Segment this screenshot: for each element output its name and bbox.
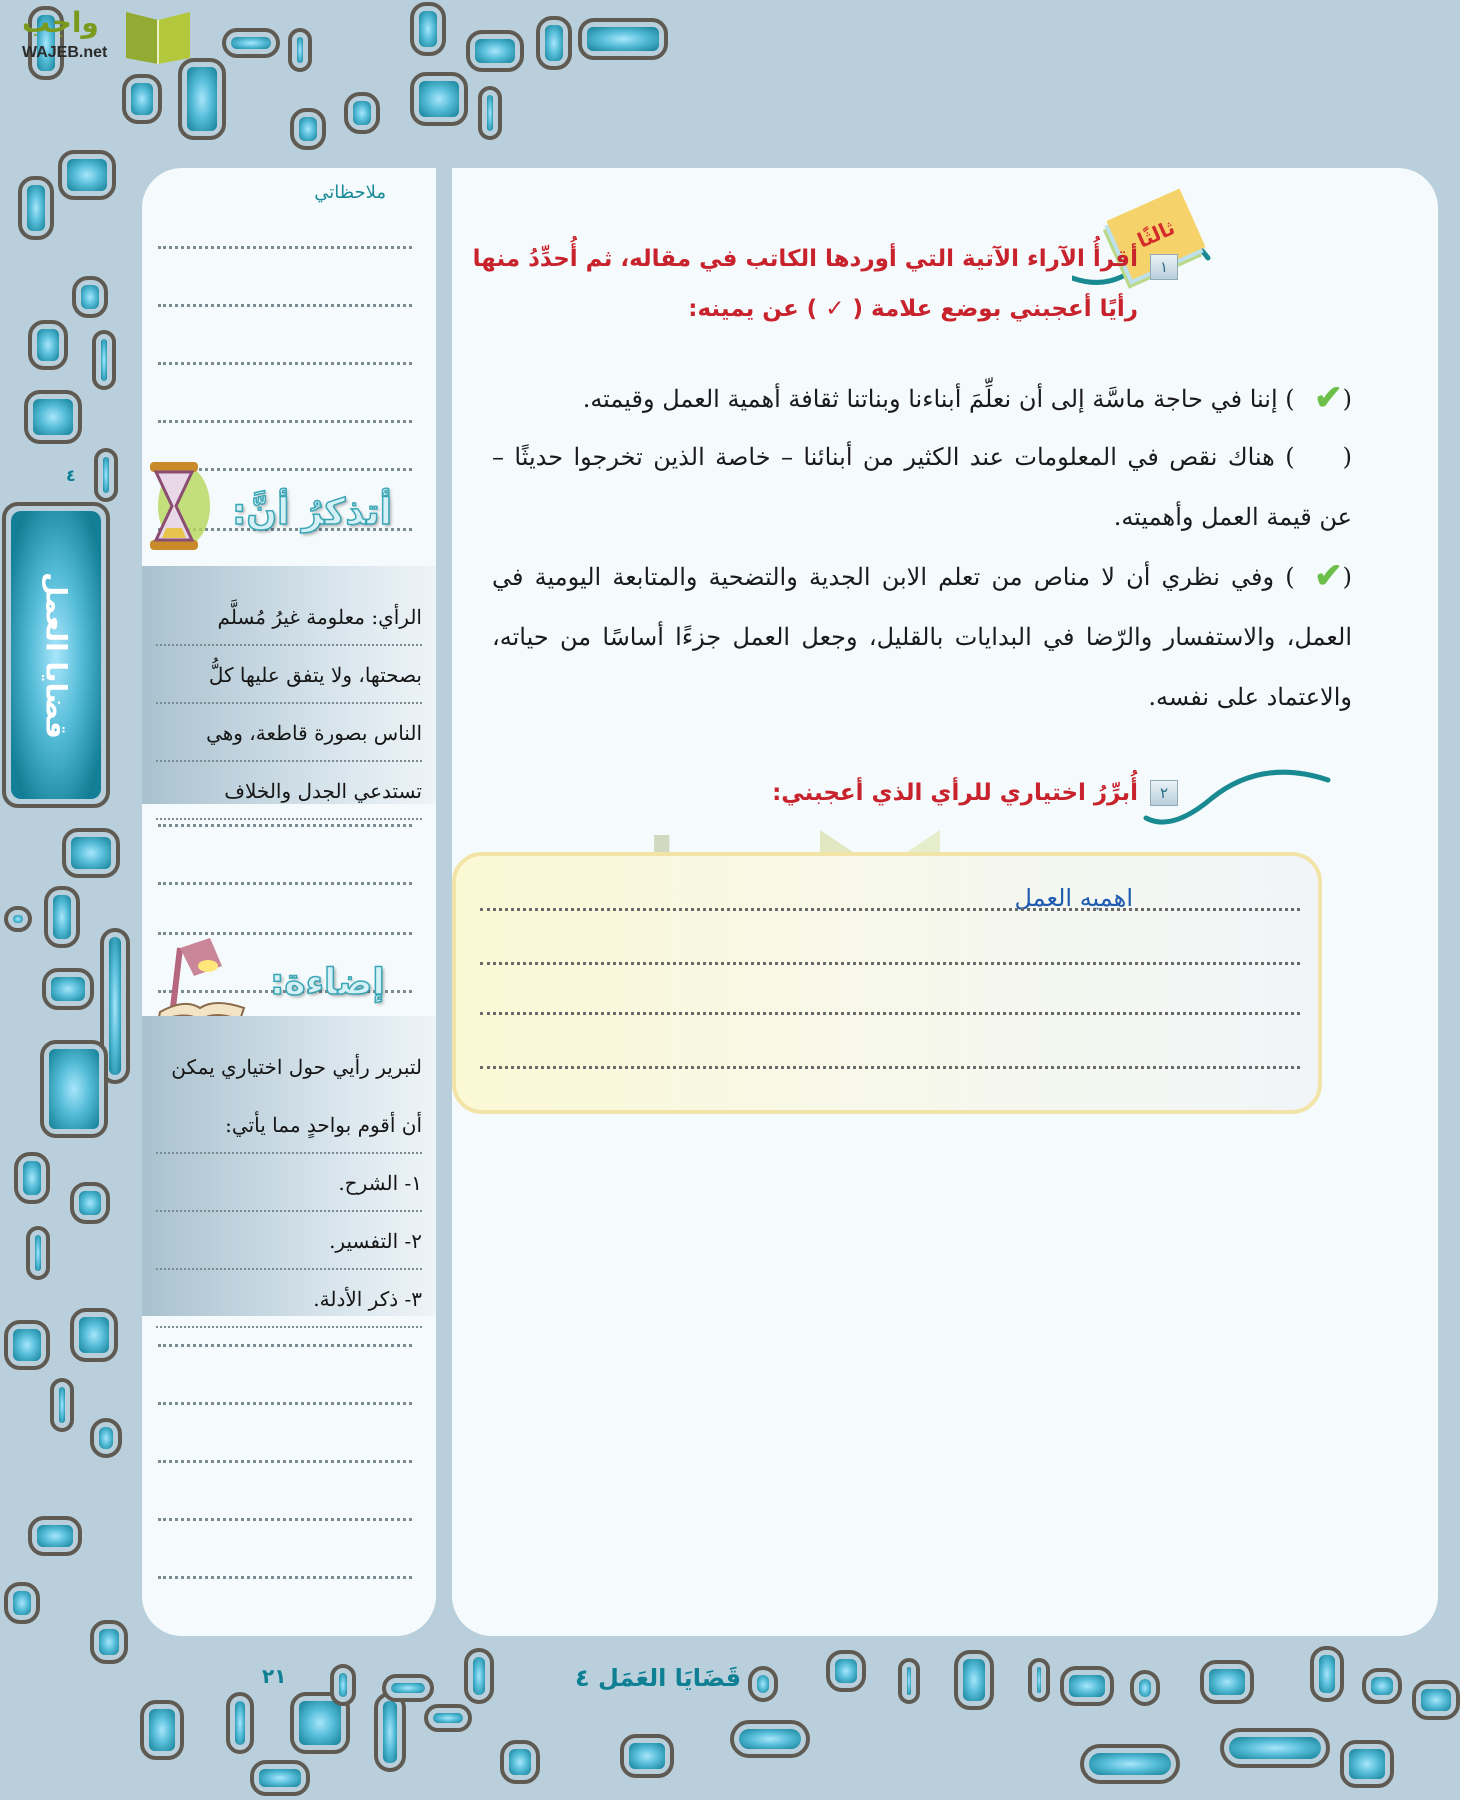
decor-bubble (222, 28, 280, 58)
decor-bubble (478, 86, 502, 140)
decor-bubble (954, 1650, 994, 1710)
notes-line[interactable] (158, 304, 412, 307)
decor-bubble (288, 28, 312, 72)
unit-number: ٤ (66, 466, 76, 485)
remember-heading: أتذكرُ أنَّ: (232, 492, 392, 533)
decor-bubble (1200, 1660, 1254, 1704)
task-2-title: أُبرِّرُ اختياري للرأي الذي أعجبني: (772, 780, 1138, 806)
decor-bubble (1220, 1728, 1330, 1768)
notes-line[interactable] (158, 1402, 412, 1405)
decor-bubble (4, 1320, 50, 1370)
decor-bubble (1412, 1680, 1460, 1720)
decor-bubble (70, 1308, 118, 1362)
enrichment-line: أن أقوم بواحدٍ مما يأتي: (156, 1096, 422, 1154)
decor-bubble (898, 1658, 920, 1704)
decor-bubble (374, 1692, 406, 1772)
decor-bubble (578, 18, 668, 60)
notes-line[interactable] (158, 362, 412, 365)
opinion-text: إننا في حاجة ماسَّة إلى أن نعلِّمَ أبناءنا وبناتنا ثقافة أهمية العمل وقيمته. (582, 385, 1278, 413)
decor-bubble (72, 276, 108, 318)
decor-bubble (620, 1734, 674, 1778)
decor-bubble (26, 1226, 50, 1280)
checkmark-icon[interactable]: ✔ (1314, 378, 1343, 418)
opinion-option-1: (✔) إننا في حاجة ماسَّة إلى أن نعلِّمَ أبناءنا وبناتنا ثقافة أهمية العمل وقيمته. (492, 368, 1352, 429)
decor-bubble (464, 1648, 494, 1704)
footer-unit-title: قَضَايَا العَمَل ٤ (575, 1664, 742, 1692)
decor-bubble (94, 448, 118, 502)
decor-bubble (40, 1040, 108, 1138)
task-1-title (472, 234, 1138, 334)
unit-side-tab (2, 502, 110, 808)
enrichment-line: ٢- التفسير. (156, 1212, 422, 1270)
decor-bubble (24, 390, 82, 444)
wajeb-logo-latin: WAJEB.net (22, 44, 108, 61)
decor-bubble (58, 150, 116, 200)
wajeb-logo (10, 6, 195, 66)
desk-lamp-book-icon (150, 928, 250, 1024)
notes-title: ملاحظاتي (314, 182, 386, 203)
decor-bubble (14, 1152, 50, 1204)
decor-bubble (70, 1182, 110, 1224)
decor-bubble (4, 1582, 40, 1624)
notes-line[interactable] (158, 1518, 412, 1521)
enrichment-line: ٣- ذكر الأدلة. (156, 1270, 422, 1328)
decor-bubble (1310, 1646, 1344, 1702)
notes-line[interactable] (158, 1576, 412, 1579)
decor-bubble (730, 1720, 810, 1758)
answer-line[interactable] (480, 908, 1300, 911)
column-divider (436, 188, 450, 1628)
notes-line[interactable] (158, 824, 412, 827)
decor-bubble (50, 1378, 74, 1432)
decor-bubble (226, 1692, 254, 1754)
decor-bubble (1340, 1740, 1394, 1788)
page-number: ٢١ (262, 1664, 287, 1688)
opinion-text: وفي نظري أن لا مناص من تعلم الابن الجدية والتضحية والمتابعة اليومية في العمل، والاستفسار والرّضا في البدايات بالقليل، وجعل العمل جزءًا أساسًا من حياته، والاعتماد على نفسه. (492, 563, 1352, 711)
decor-bubble (1060, 1666, 1114, 1706)
open-book-icon (122, 10, 194, 64)
decor-bubble (28, 1516, 82, 1556)
decor-bubble (466, 30, 524, 72)
enrichment-heading: إضاءة: (270, 962, 385, 1003)
answer-line[interactable] (480, 1066, 1300, 1069)
decor-bubble (62, 828, 120, 878)
opinion-option-3: (✔) وفي نظري أن لا مناص من تعلم الابن الجدية والتضحية والمتابعة اليومية في العمل، والاستفسار والرّضا في البدايات بالقليل، وجعل العمل جزءًا أساسًا من حياته، والاعتماد على نفسه. (492, 546, 1352, 727)
answer-text[interactable]: اهميه العمل (1014, 884, 1133, 912)
decor-bubble (90, 1620, 128, 1664)
decor-bubble (536, 16, 572, 70)
decor-bubble (4, 906, 32, 932)
task-1-title-line-2: رأيًا أعجبني بوضع علامة ( ✓ ) عن يمينه: (688, 296, 1138, 322)
decor-bubble (28, 320, 68, 370)
task-2-number: ٢ (1150, 780, 1178, 806)
notes-column (142, 168, 436, 1636)
decor-bubble (424, 1704, 472, 1732)
notes-line[interactable] (158, 882, 412, 885)
checkmark-icon[interactable]: ✔ (1314, 556, 1343, 596)
opinion-text: هناك نقص في المعلومات عند الكثير من أبنائنا – خاصة الذين تخرجوا حديثًا – عن قيمة العمل وأهميته. (492, 443, 1352, 531)
decor-bubble (382, 1674, 434, 1702)
answer-box[interactable] (452, 852, 1322, 1114)
decor-bubble (1130, 1670, 1160, 1706)
hourglass-icon (144, 458, 210, 554)
decor-bubble (330, 1664, 356, 1706)
decor-bubble (18, 176, 54, 240)
enrichment-line: ١- الشرح. (156, 1154, 422, 1212)
notes-line[interactable] (158, 1460, 412, 1463)
notes-line[interactable] (158, 420, 412, 423)
decor-bubble (344, 92, 380, 134)
decor-bubble (748, 1666, 778, 1702)
empty-check-slot[interactable] (1295, 426, 1343, 486)
decor-bubble (140, 1700, 184, 1760)
remember-line: بصحتها، ولا يتفق عليها كلُّ (156, 646, 422, 704)
decor-bubble (122, 74, 162, 124)
decor-bubble (92, 330, 116, 390)
remember-line: الرأي: معلومة غيرُ مُسلَّم (156, 588, 422, 646)
decor-bubble (250, 1760, 310, 1796)
decor-bubble (42, 968, 94, 1010)
decor-bubble (826, 1650, 866, 1692)
remember-panel (142, 566, 436, 804)
decor-bubble (178, 58, 226, 140)
task-1-title-line-1: أقرأُ الآراء الآتية التي أوردها الكاتب في مقاله، ثم أُحدِّدُ منها (472, 246, 1138, 272)
decor-bubble (1028, 1658, 1050, 1702)
decor-bubble (410, 72, 468, 126)
wajeb-logo-arabic: واجب (22, 6, 99, 39)
enrichment-line: لتبرير رأيي حول اختياري يمكن (171, 1055, 422, 1079)
decor-bubble (1080, 1744, 1180, 1784)
section-badge-label: ثالثًا (1133, 215, 1179, 253)
answer-line[interactable] (480, 962, 1300, 965)
decor-bubble (410, 2, 446, 56)
unit-side-tab-label: قضايا العمل (39, 571, 73, 739)
answer-line[interactable] (480, 1012, 1300, 1015)
decor-bubble (90, 1418, 122, 1458)
enrichment-panel (142, 1016, 436, 1316)
notes-line[interactable] (158, 246, 412, 249)
remember-line: الناس بصورة قاطعة، وهي (156, 704, 422, 762)
decor-bubble (290, 108, 326, 150)
decor-bubble (1362, 1668, 1402, 1704)
remember-line: تستدعي الجدل والخلاف (156, 762, 422, 820)
opinion-option-2: () هناك نقص في المعلومات عند الكثير من أبنائنا – خاصة الذين تخرجوا حديثًا – عن قيمة العمل وأهميته. (492, 426, 1352, 547)
task-1-number: ١ (1150, 254, 1178, 280)
notes-line[interactable] (158, 1344, 412, 1347)
decor-bubble (500, 1740, 540, 1784)
decor-bubble (44, 886, 80, 948)
